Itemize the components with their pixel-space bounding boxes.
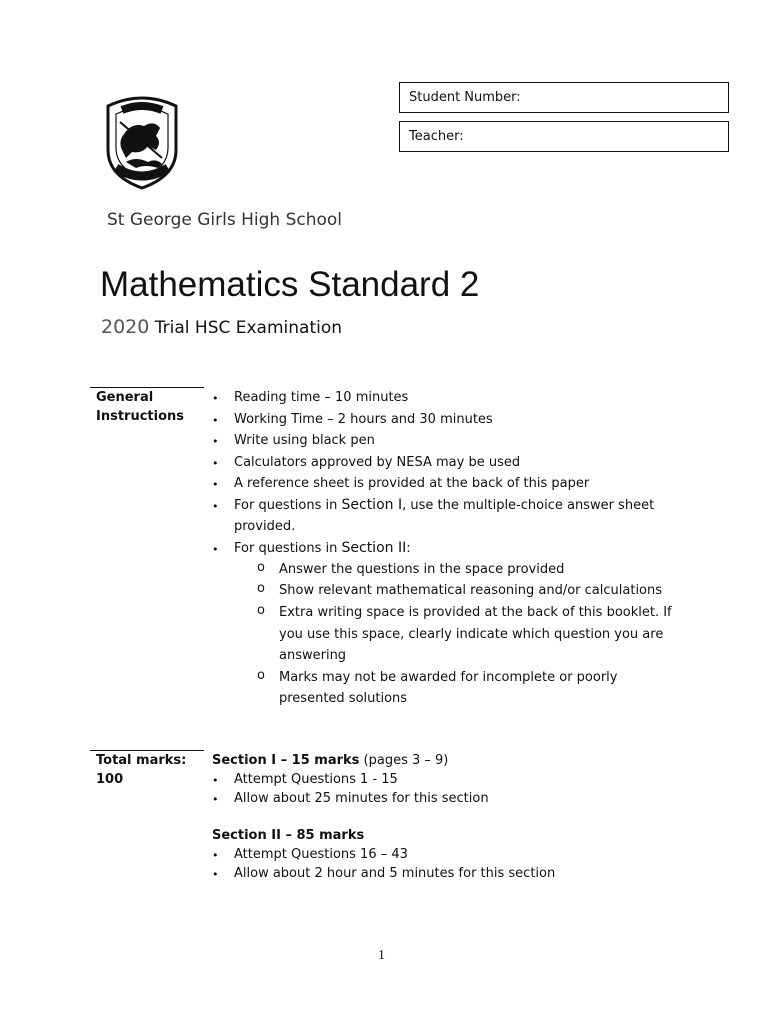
teacher-label: Teacher:: [409, 129, 464, 144]
bullet-icon: •: [212, 478, 219, 491]
exam-subtitle-text: Trial HSC Examination: [154, 318, 343, 338]
bullet-icon: •: [212, 849, 219, 862]
page-number: 1: [378, 948, 385, 963]
sub-instruction-answer-space: Answer the questions in the space provided: [279, 562, 565, 577]
bullet-icon: •: [212, 500, 219, 513]
sub-instruction-marks-1: Marks may not be awarded for incomplete or poorly: [279, 670, 618, 685]
bullet-icon: •: [212, 414, 219, 427]
sub-bullet-icon: o: [257, 581, 265, 596]
school-crest-logo: [96, 92, 188, 192]
section1-heading: Section I – 15 marks (pages 3 – 9): [212, 753, 449, 768]
student-number-field: [399, 82, 729, 113]
section1-time: Allow about 25 minutes for this section: [234, 791, 489, 806]
instruction-black-pen: Write using black pen: [234, 433, 375, 448]
sub-bullet-icon: o: [257, 668, 265, 683]
sub-bullet-icon: o: [257, 603, 265, 618]
teacher-field: [399, 121, 729, 152]
general-instructions-label: General Instructions: [96, 390, 185, 424]
total-marks-label: Total marks: 100: [96, 753, 187, 787]
exam-subtitle: [101, 316, 342, 338]
instruction-calculators: Calculators approved by NESA may be used: [234, 455, 521, 470]
sub-instruction-marks-2: presented solutions: [279, 691, 408, 706]
instruction-section2: For questions in Section II:: [234, 540, 411, 556]
bullet-icon: •: [212, 543, 219, 556]
section2-heading: Section II – 85 marks: [212, 828, 365, 843]
section2-name: Section II: [341, 540, 407, 556]
bullet-icon: •: [212, 435, 219, 448]
section1-attempt: Attempt Questions 1 - 15: [234, 772, 398, 787]
instruction-working-time: Working Time – 2 hours and 30 minutes: [234, 412, 493, 427]
school-name: St George Girls High School: [107, 210, 343, 230]
sub-instruction-reasoning: Show relevant mathematical reasoning and/or calculations: [279, 583, 663, 598]
exam-year: 2020: [101, 316, 150, 338]
bullet-icon: •: [212, 774, 219, 787]
sub-instruction-extra-space-1: Extra writing space is provided at the back of this booklet. If: [279, 605, 672, 620]
bullet-icon: •: [212, 793, 219, 806]
section2-attempt: Attempt Questions 16 – 43: [234, 847, 408, 862]
instruction-section1: For questions in Section I, use the multiple-choice answer sheet: [234, 497, 655, 513]
bullet-icon: •: [212, 868, 219, 881]
sub-instruction-extra-space-3: answering: [279, 648, 347, 663]
section2-time: Allow about 2 hour and 5 minutes for this section: [234, 866, 556, 881]
instruction-reading-time: Reading time – 10 minutes: [234, 390, 409, 405]
student-number-label: Student Number:: [409, 90, 521, 105]
bullet-icon: •: [212, 392, 219, 405]
section1-name: Section I: [341, 497, 403, 513]
instruction-reference-sheet: A reference sheet is provided at the back of this paper: [234, 476, 590, 491]
instruction-section1-cont: provided.: [234, 519, 296, 534]
bullet-icon: •: [212, 457, 219, 470]
sub-bullet-icon: o: [257, 560, 265, 575]
exam-title: Mathematics Standard 2: [100, 265, 480, 304]
sub-instruction-extra-space-2: you use this space, clearly indicate which question you are: [279, 627, 664, 642]
